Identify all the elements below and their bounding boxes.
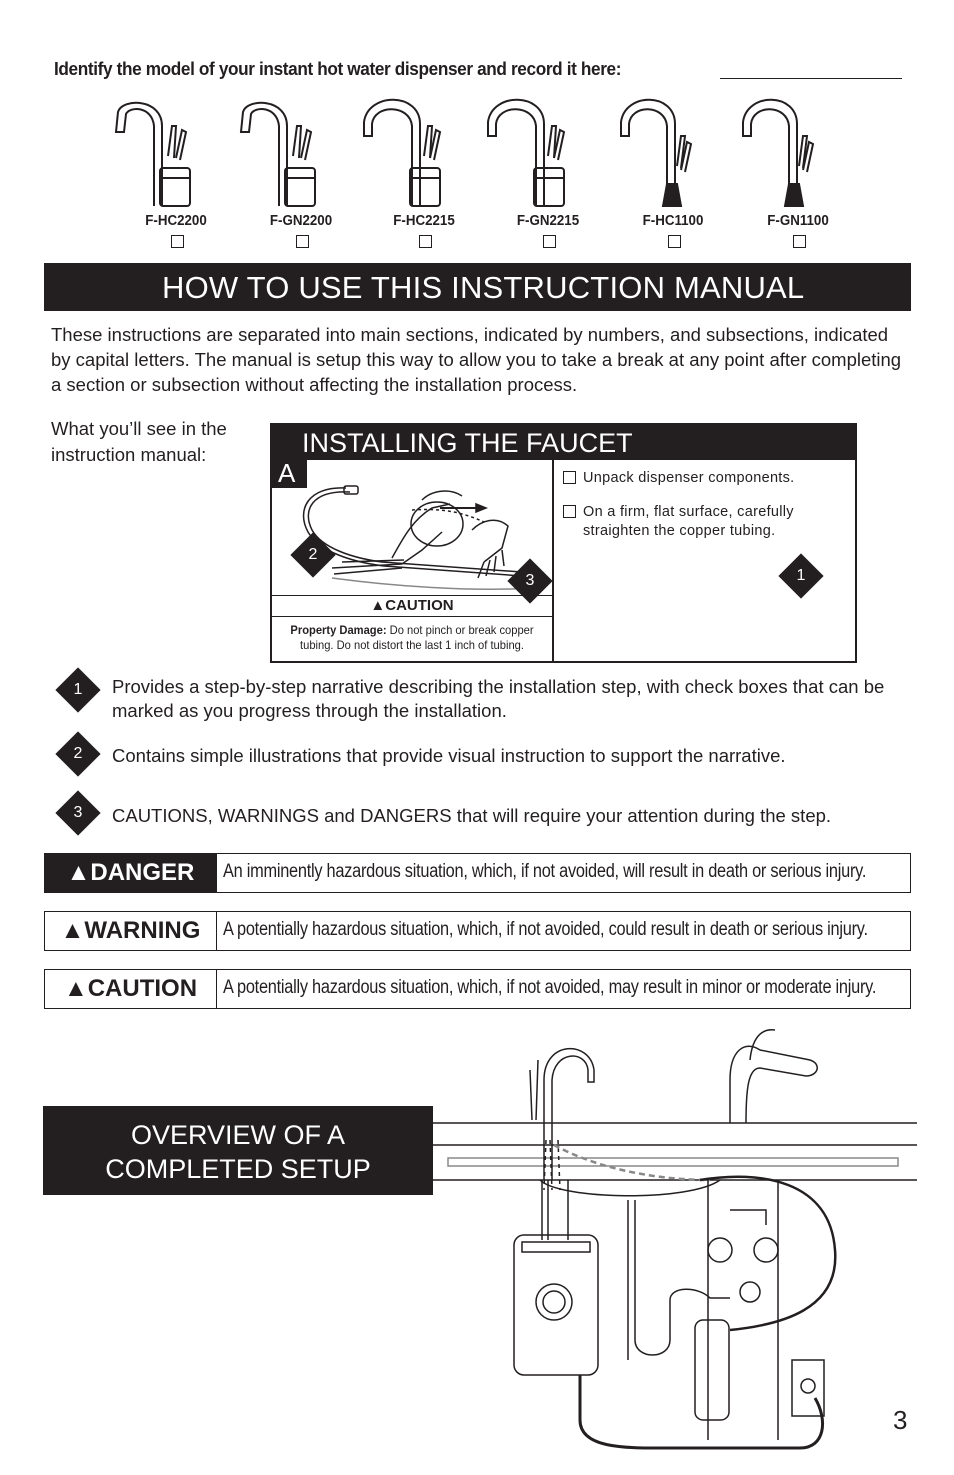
step-text: Unpack dispenser components. [583,470,795,486]
overview-header [43,1106,433,1195]
warning-triangle-icon: ▲ [66,859,91,886]
hazard-row-warning [44,911,911,951]
hazard-text: A potentially hazardous situation, which, if not avoided, could result in death or serious injury. [223,919,868,940]
sample-step [563,503,843,540]
sample-step [563,469,843,488]
caution-text: CAUTION [385,597,454,614]
overview-title [43,1118,433,1186]
step-text: On a firm, flat surface, carefully straighten the copper tubing. [583,504,794,539]
faucet-ornate-tank-illustration [237,96,327,208]
hazard-row-caution [44,969,911,1009]
warning-triangle-icon: ▲ [370,597,386,614]
hazard-label-text: WARNING [84,917,201,944]
model-label: F-GN1100 [767,213,829,229]
model-label: F-GN2215 [516,213,580,229]
subsection-letter: A [272,458,307,488]
sample-section-box [270,423,857,663]
sample-header [272,425,855,460]
model-record-blank[interactable] [720,78,902,79]
step-checkbox[interactable] [563,471,576,484]
sample-divider [552,460,554,663]
overview-title-line2: COMPLETED SETUP [105,1154,371,1184]
legend-text: Contains simple illustrations that provide visual instruction to support the narrative. [112,745,786,766]
marker-number: 1 [796,567,806,584]
sample-title: INSTALLING THE FAUCET [302,428,633,458]
hazard-text: A potentially hazardous situation, which, if not avoided, may result in minor or moderate injury. [223,977,877,998]
legend-number: 2 [73,745,83,762]
model-checkbox[interactable] [543,235,556,248]
section-title: HOW TO USE THIS INSTRUCTION MANUAL [162,270,805,305]
warning-triangle-icon: ▲ [63,975,88,1002]
faucet-ornate-tank-illustration [112,96,202,208]
hazard-label [45,970,217,1008]
intro-paragraph: These instructions are separated into main sections, indicated by numbers, and subsections, indicated by capital letters. The manual is setup this way to allow you to take a break at any point after completing a section or subsection without affecting the installation process. [51,324,902,395]
legend-text: Provides a step-by-step narrative describing the installation step, with check boxes that can be marked as you progress through the installation. [112,676,885,721]
marker-number: 3 [525,572,535,589]
legend-number: 3 [73,804,83,821]
model-label: F-GN2200 [269,213,333,229]
faucet-gooseneck-handles-illustration [615,96,705,208]
model-label: F-HC1100 [642,213,704,229]
marker-number: 2 [308,546,318,563]
section-header [44,263,911,311]
model-checkbox[interactable] [793,235,806,248]
model-checkbox[interactable] [171,235,184,248]
step-checkbox[interactable] [563,505,576,518]
model-label: F-HC2215 [393,213,455,229]
sample-caption: What you’ll see in the instruction manual: [51,418,227,465]
faucet-gooseneck-tank-illustration [482,96,572,208]
model-checkbox[interactable] [668,235,681,248]
completed-setup-illustration [430,1020,920,1460]
faucet-gooseneck-tank-illustration [358,96,448,208]
hazard-label-text: CAUTION [87,975,198,1002]
note-bold: Property Damage: [290,623,387,637]
legend-number: 1 [73,681,83,698]
model-label: F-HC2200 [145,213,207,229]
sample-caution-label [272,595,552,617]
model-checkbox[interactable] [296,235,309,248]
overview-title-line1: OVERVIEW OF A [130,1120,346,1150]
sample-caution-note [286,623,539,652]
legend-text: CAUTIONS, WARNINGS and DANGERS that will require your attention during the step. [112,805,832,826]
hazard-label [45,912,217,950]
model-checkbox[interactable] [419,235,432,248]
hazard-row-danger [44,853,911,893]
faucet-gooseneck-handles-illustration [737,96,827,208]
hazard-text: An imminently hazardous situation, which, if not avoided, will result in death or serious injury. [223,861,867,882]
note-text: Do not pinch or break copper tubing. Do not distort the last 1 inch of tubing. [300,623,534,652]
page-number: 3 [893,1405,908,1435]
model-prompt: Identify the model of your instant hot water dispenser and record it here: [54,58,622,79]
hazard-label [45,854,217,892]
hazard-label-text: DANGER [90,859,195,886]
warning-triangle-icon: ▲ [60,917,85,944]
